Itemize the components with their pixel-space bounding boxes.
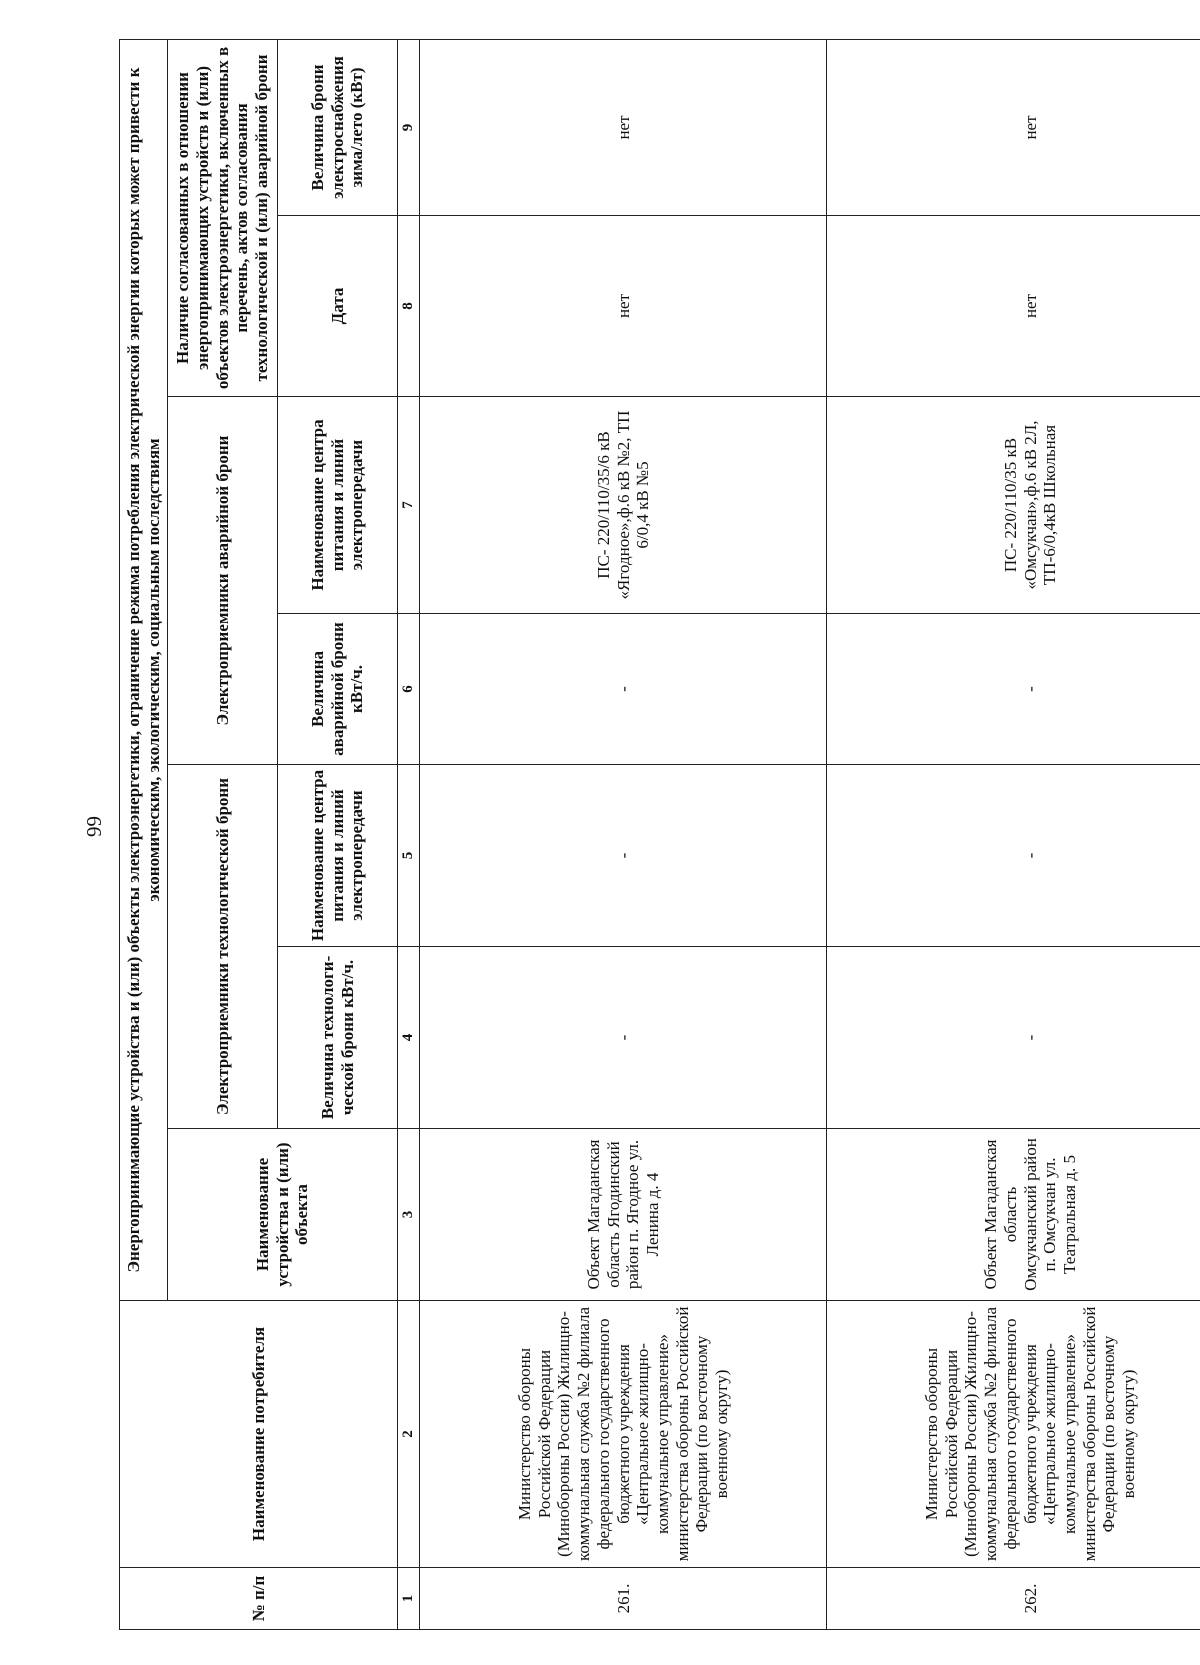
row-date: нет — [420, 216, 827, 397]
row-tech-center: - — [420, 765, 827, 947]
consumers-table — [119, 39, 1200, 1630]
rotated-table-wrapper — [119, 40, 1200, 1630]
table-row — [827, 40, 1200, 1630]
header-tech-value: Величина технологи-ческой брони кВт/ч. — [278, 947, 398, 1129]
column-number: 2 — [398, 1301, 420, 1568]
column-number: 7 — [398, 397, 420, 614]
row-reserve: нет — [827, 40, 1200, 216]
row-emerg-value: - — [827, 614, 1200, 765]
row-reserve: нет — [420, 40, 827, 216]
header-reserve: Величина брони электроснабжения зима/лето (кВт) — [278, 40, 398, 216]
header-date: Дата — [278, 216, 398, 397]
row-num: 262. — [827, 1568, 1200, 1630]
column-number: 3 — [398, 1129, 420, 1301]
header-group-tech: Электроприемники технологической брони — [168, 765, 278, 1129]
header-consumer: Наименование потребителя — [120, 1301, 398, 1568]
row-emerg-center: ПС- 220/110/35/6 кВ «Ягодное»,ф.6 кВ №2, ТП 6/0,4 кВ №5 — [420, 397, 827, 614]
column-number: 5 — [398, 765, 420, 947]
column-number: 4 — [398, 947, 420, 1129]
row-tech-center: - — [827, 765, 1200, 947]
header-object: Наименование устройства и (или) объекта — [168, 1129, 398, 1301]
column-number: 6 — [398, 614, 420, 765]
column-number: 9 — [398, 40, 420, 216]
row-emerg-center: ПС- 220/110/35 кВ «Омсукчан»,ф.6 кВ 2Л, ТП-6/0,4кВ Школьная — [827, 397, 1200, 614]
header-group-main: Энергопринимающие устройства и (или) объекты электроэнергетики, ограничение режима потребления электрической энергии которых может привести к экономическим, экологическим, социальным последствиям — [120, 40, 168, 1301]
column-number: 1 — [398, 1568, 420, 1630]
header-emerg-value: Величина аварийной брони кВт/ч. — [278, 614, 398, 765]
row-emerg-value: - — [420, 614, 827, 765]
column-number: 8 — [398, 216, 420, 397]
table-row — [420, 40, 827, 1630]
row-num: 261. — [420, 1568, 827, 1630]
row-tech-value: - — [420, 947, 827, 1129]
header-num: № п/п — [120, 1568, 398, 1630]
row-date: нет — [827, 216, 1200, 397]
header-emerg-center: Наименование центра питания и линий электропередачи — [278, 397, 398, 614]
header-tech-center: Наименование центра питания и линий электропередачи — [278, 765, 398, 947]
row-tech-value: - — [827, 947, 1200, 1129]
row-consumer: Министерство обороны Российской Федерации (Минобороны России) Жилищно-коммунальная служба №2 филиала федерального государственного бюджетного учреждения «Центральное жилищно-коммунальное управление» министерства обороны Российской Федерации (по восточному военному округу) — [420, 1301, 827, 1568]
row-object: Объект Магаданская область Омсукчанский район п. Омсукчан ул. Театральная д. 5 — [827, 1129, 1200, 1301]
header-group-agreement: Наличие согласованных в отношении энергопринимающих устройств и (или) объектов электроэнергетики, включенных в перечень, актов согласования технологической и (или) аварийной брони — [168, 40, 278, 397]
header-group-emerg: Электроприемники аварийной брони — [168, 397, 278, 765]
row-consumer: Министерство обороны Российской Федерации (Минобороны России) Жилищно-коммунальная служба №2 филиала федерального государственного бюджетного учреждения «Центральное жилищно-коммунальное управление» министерства обороны Российской Федерации (по восточному военному округу) — [827, 1301, 1200, 1568]
page-number: 66 — [82, 816, 106, 837]
row-object: Объект Магаданская область Ягодинский район п. Ягодное ул. Ленина д. 4 — [420, 1129, 827, 1301]
